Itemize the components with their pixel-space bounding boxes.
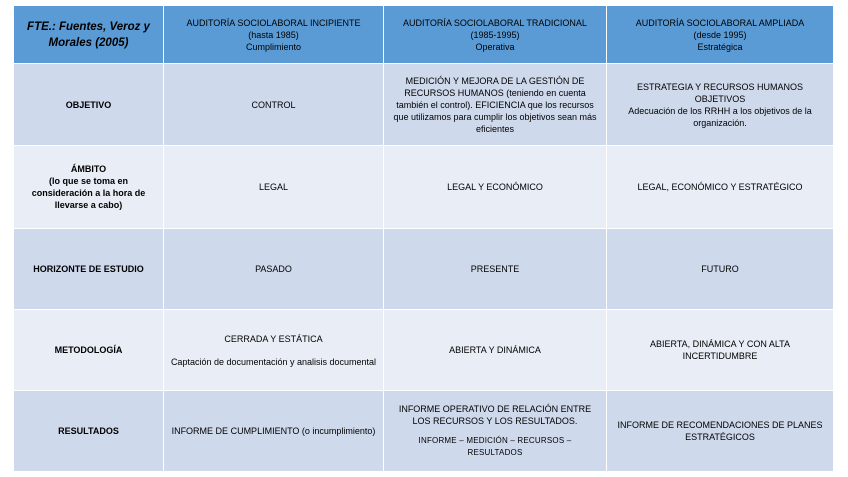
row-objetivo — [14, 64, 834, 146]
cell-resultados-tradicional — [384, 391, 607, 472]
cell-objetivo-ampliada-line2: Adecuación de los RRHH a los objetivos de la organización. — [628, 105, 812, 128]
spacer — [170, 345, 377, 356]
header-ampliada-type: Estratégica — [697, 41, 743, 52]
cell-metodologia-incipiente-line1: CERRADA Y ESTÁTICA — [224, 333, 323, 344]
header-tradicional-type: Operativa — [475, 41, 515, 52]
cell-metodologia-tradicional: ABIERTA Y DINÁMICA — [384, 310, 607, 391]
header-tradicional — [384, 6, 607, 64]
cell-objetivo-incipiente: CONTROL — [164, 64, 384, 146]
header-incipiente-title: AUDITORÍA SOCIOLABORAL INCIPIENTE — [186, 17, 361, 28]
cell-metodologia-incipiente — [164, 310, 384, 391]
header-ampliada-period: (desde 1995) — [693, 29, 747, 40]
cell-ambito-tradicional: LEGAL Y ECONÓMICO — [384, 146, 607, 229]
header-incipiente-period: (hasta 1985) — [248, 29, 299, 40]
row-label-ambito-title: ÁMBITO — [70, 164, 107, 174]
cell-objetivo-tradicional: MEDICIÓN Y MEJORA DE LA GESTIÓN DE RECURSOS HUMANOS (teniendo en cuenta también el control). EFICIENCIA que los recursos que utilizamos para cumplir los objetivos sean más eficientes — [384, 64, 607, 146]
cell-horizonte-tradicional: PRESENTE — [384, 229, 607, 310]
row-label-ambito — [14, 146, 164, 229]
cell-metodologia-ampliada: ABIERTA, DINÁMICA Y CON ALTA INCERTIDUMBRE — [607, 310, 834, 391]
header-tradicional-title: AUDITORÍA SOCIOLABORAL TRADICIONAL (1985-1995) — [403, 17, 587, 40]
row-label-resultados: RESULTADOS — [14, 391, 164, 472]
header-incipiente — [164, 6, 384, 64]
header-incipiente-type: Cumplimiento — [245, 41, 302, 52]
row-resultados — [14, 391, 834, 472]
row-label-objetivo: OBJETIVO — [14, 64, 164, 146]
header-ampliada — [607, 6, 834, 64]
cell-horizonte-incipiente: PASADO — [164, 229, 384, 310]
cell-resultados-tradicional-line1: INFORME OPERATIVO DE RELACIÓN ENTRE LOS RECURSOS Y LOS RESULTADOS. — [398, 404, 592, 426]
row-ambito — [14, 146, 834, 229]
header-ampliada-title: AUDITORÍA SOCIOLABORAL AMPLIADA — [635, 17, 805, 28]
cell-ambito-incipiente: LEGAL — [164, 146, 384, 229]
row-label-metodologia: METODOLOGÍA — [14, 310, 164, 391]
row-metodologia — [14, 310, 834, 391]
cell-metodologia-incipiente-line2: Captación de documentación y analisis documental — [170, 356, 377, 367]
cell-objetivo-ampliada — [607, 64, 834, 146]
source-citation: FTE.: Fuentes, Veroz y Morales (2005) — [14, 6, 164, 64]
cell-resultados-tradicional-line2: INFORME – MEDICIÓN – RECURSOS – RESULTADOS — [418, 436, 572, 457]
cell-resultados-ampliada: INFORME DE RECOMENDACIONES DE PLANES ESTRATÉGICOS — [607, 391, 834, 472]
comparison-table — [13, 5, 834, 472]
cell-objetivo-ampliada-line1: ESTRATEGIA Y RECURSOS HUMANOS OBJETIVOS — [636, 81, 804, 104]
cell-resultados-incipiente: INFORME DE CUMPLIMIENTO (o incumplimiento) — [164, 391, 384, 472]
row-label-ambito-sub: (lo que se toma en consideración a la hora de llevarse a cabo) — [31, 176, 146, 210]
cell-horizonte-ampliada: FUTURO — [607, 229, 834, 310]
row-label-horizonte: HORIZONTE DE ESTUDIO — [14, 229, 164, 310]
header-row — [14, 6, 834, 64]
row-horizonte — [14, 229, 834, 310]
cell-ambito-ampliada: LEGAL, ECONÓMICO Y ESTRATÉGICO — [607, 146, 834, 229]
